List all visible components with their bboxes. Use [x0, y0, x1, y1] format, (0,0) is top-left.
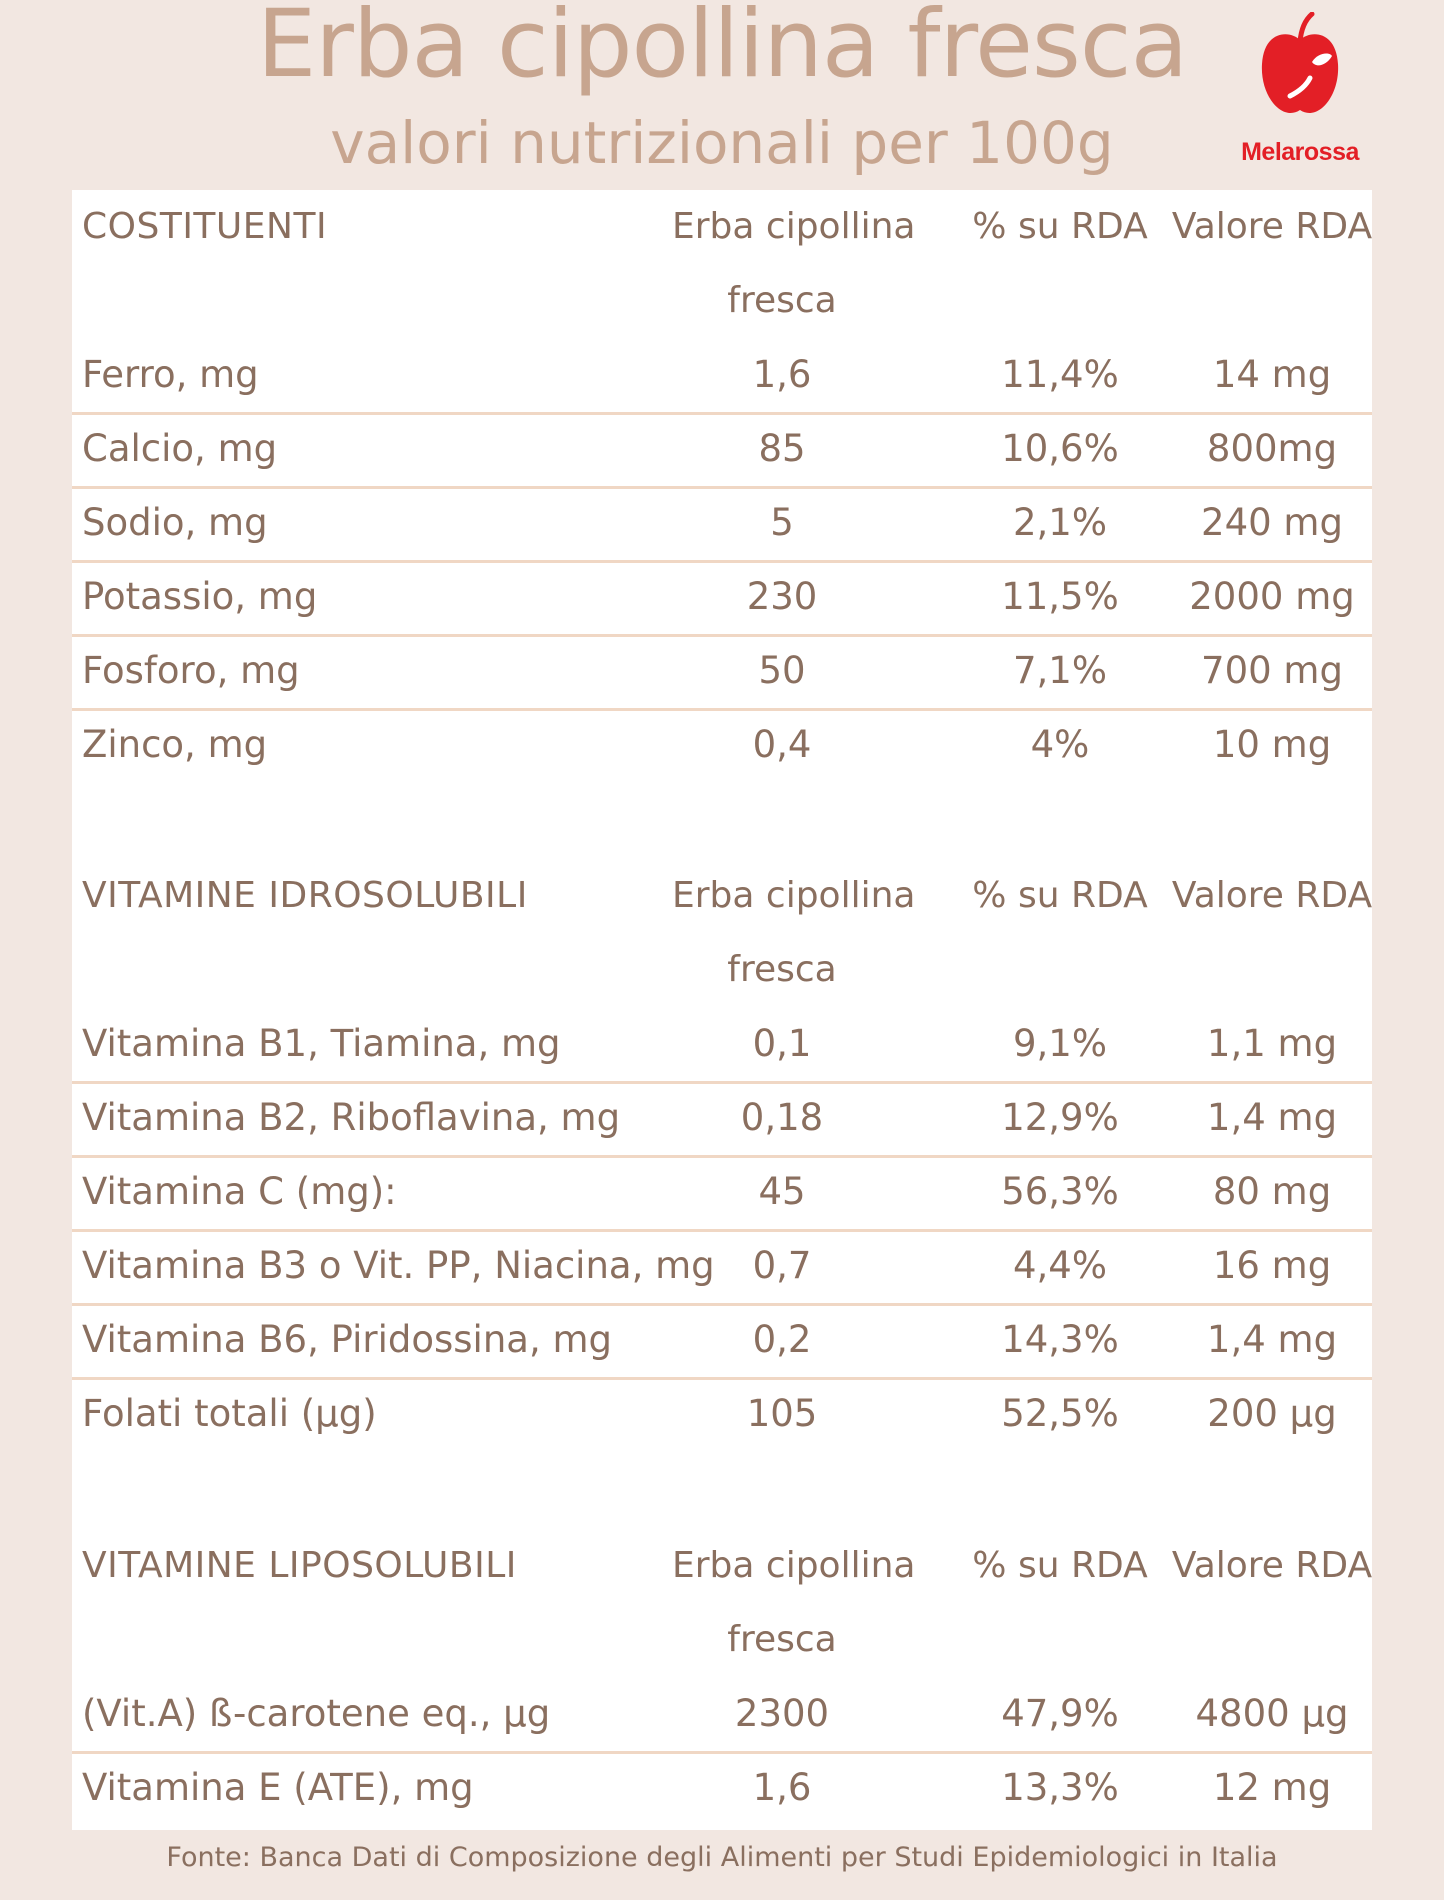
rda-value: 1,4 mg: [1206, 1318, 1338, 1361]
rda-percent: 10,6%: [1001, 427, 1119, 470]
table-row: [72, 634, 1372, 711]
apple-icon: [1260, 12, 1340, 127]
nutrient-name: Potassio, mg: [82, 575, 318, 618]
nutrient-name: Zinco, mg: [82, 723, 268, 766]
rda-percent: 56,3%: [1001, 1170, 1119, 1213]
rda-value: 1,1 mg: [1206, 1022, 1338, 1065]
table-row: [72, 338, 1372, 415]
column-header: fresca: [727, 1619, 837, 1660]
rda-value: 12 mg: [1212, 1766, 1332, 1809]
nutrient-name: Vitamina B6, Piridossina, mg: [82, 1318, 613, 1361]
table-row: [72, 708, 1372, 782]
rda-percent: 4,4%: [1013, 1244, 1107, 1287]
section-header: [72, 1529, 1372, 1603]
source-note: Fonte: Banca Dati di Composizione degli Alimenti per Studi Epidemiologici in Italia: [166, 1842, 1278, 1873]
section-title: COSTITUENTI: [82, 206, 328, 247]
table-row: [72, 1007, 1372, 1084]
rda-value: 800mg: [1206, 427, 1338, 470]
value-per-100g: 0,4: [752, 723, 812, 766]
value-per-100g: 85: [758, 427, 806, 470]
table-row: [72, 1229, 1372, 1306]
column-header: Valore RDA: [1171, 875, 1373, 916]
section-title: VITAMINE IDROSOLUBILI: [82, 875, 528, 916]
nutrient-name: Vitamina B3 o Vit. PP, Niacina, mg: [82, 1244, 715, 1287]
rda-value: 80 mg: [1212, 1170, 1332, 1213]
rda-percent: 13,3%: [1001, 1766, 1119, 1809]
column-header: % su RDA: [972, 206, 1148, 247]
value-per-100g: 230: [746, 575, 818, 618]
nutrient-name: Vitamina E (ATE), mg: [82, 1766, 474, 1809]
page-subtitle: valori nutrizionali per 100g: [330, 109, 1114, 177]
value-per-100g: 0,18: [740, 1096, 824, 1139]
rda-percent: 47,9%: [1001, 1692, 1119, 1735]
section-header-continuation: [72, 264, 1372, 338]
column-header: fresca: [727, 949, 837, 990]
column-header: Erba cipollina: [672, 1545, 916, 1586]
rda-value: 10 mg: [1212, 723, 1332, 766]
nutrition-table: [72, 190, 1372, 1830]
section-header: [72, 190, 1372, 264]
rda-value: 2000 mg: [1189, 575, 1355, 618]
nutrient-name: Folati totali (µg): [82, 1392, 377, 1435]
nutrient-name: Calcio, mg: [82, 427, 278, 470]
value-per-100g: 2300: [734, 1692, 830, 1735]
rda-value: 240 mg: [1201, 501, 1343, 544]
rda-percent: 14,3%: [1001, 1318, 1119, 1361]
rda-percent: 52,5%: [1001, 1392, 1119, 1435]
nutrient-name: Vitamina B2, Riboflavina, mg: [82, 1096, 621, 1139]
rda-percent: 4%: [1030, 723, 1090, 766]
rda-percent: 2,1%: [1013, 501, 1107, 544]
nutrient-name: Ferro, mg: [82, 353, 259, 396]
value-per-100g: 1,6: [752, 353, 812, 396]
table-row: [72, 1303, 1372, 1380]
rda-value: 700 mg: [1201, 649, 1343, 692]
value-per-100g: 50: [758, 649, 806, 692]
table-row: [72, 412, 1372, 489]
column-header: Valore RDA: [1171, 1545, 1373, 1586]
nutrient-name: Vitamina B1, Tiamina, mg: [82, 1022, 561, 1065]
column-header: % su RDA: [972, 1545, 1148, 1586]
rda-percent: 11,5%: [1001, 575, 1119, 618]
rda-value: 1,4 mg: [1206, 1096, 1338, 1139]
table-row: [72, 1677, 1372, 1754]
brand-name: Melarossa: [1241, 138, 1359, 166]
column-header: % su RDA: [972, 875, 1148, 916]
rda-percent: 7,1%: [1013, 649, 1107, 692]
table-row: [72, 560, 1372, 637]
column-header: Erba cipollina: [672, 206, 916, 247]
page-title: Erba cipollina fresca: [256, 0, 1188, 99]
rda-value: 4800 µg: [1195, 1692, 1349, 1735]
value-per-100g: 5: [770, 501, 794, 544]
column-header: Erba cipollina: [672, 875, 916, 916]
rda-percent: 9,1%: [1013, 1022, 1107, 1065]
value-per-100g: 105: [746, 1392, 818, 1435]
table-row: [72, 1751, 1372, 1825]
table-row: [72, 486, 1372, 563]
rda-percent: 11,4%: [1001, 353, 1119, 396]
rda-value: 14 mg: [1212, 353, 1332, 396]
section-header: [72, 859, 1372, 933]
table-row: [72, 1155, 1372, 1232]
value-per-100g: 0,1: [752, 1022, 812, 1065]
value-per-100g: 0,2: [752, 1318, 812, 1361]
rda-percent: 12,9%: [1001, 1096, 1119, 1139]
value-per-100g: 1,6: [752, 1766, 812, 1809]
value-per-100g: 0,7: [752, 1244, 812, 1287]
nutrient-name: Sodio, mg: [82, 501, 268, 544]
section-header-continuation: [72, 1603, 1372, 1677]
nutrient-name: Vitamina C (mg):: [82, 1170, 397, 1213]
table-row: [72, 1081, 1372, 1158]
table-row: [72, 1377, 1372, 1451]
nutrient-name: Fosforo, mg: [82, 649, 300, 692]
column-header: fresca: [727, 280, 837, 321]
section-header-continuation: [72, 933, 1372, 1007]
section-title: VITAMINE LIPOSOLUBILI: [82, 1545, 517, 1586]
value-per-100g: 45: [758, 1170, 806, 1213]
column-header: Valore RDA: [1171, 206, 1373, 247]
brand-logo[interactable]: [1225, 12, 1375, 172]
rda-value: 200 µg: [1207, 1392, 1337, 1435]
rda-value: 16 mg: [1212, 1244, 1332, 1287]
nutrient-name: (Vit.A) ß-carotene eq., µg: [82, 1692, 551, 1735]
